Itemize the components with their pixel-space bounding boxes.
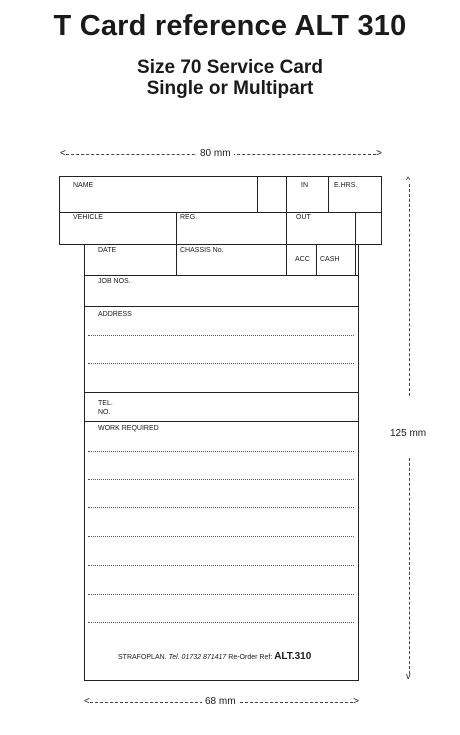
footer-reorder: Re-Order Ref:: [228, 654, 273, 661]
card-header-divider: [59, 212, 382, 213]
name-divider-1: [257, 176, 258, 212]
acc-divider-left: [286, 245, 287, 275]
field-address-label: ADDRESS: [98, 311, 132, 318]
work-line-4: [88, 536, 354, 537]
field-acc-label: ACC: [295, 256, 310, 263]
field-tel-no-label: NO.: [98, 409, 111, 416]
work-line-6: [88, 594, 354, 595]
top-dimension-arrow-left: <: [60, 148, 66, 159]
job-row-divider: [84, 306, 359, 307]
field-in-label: IN: [301, 182, 308, 189]
work-line-3: [88, 507, 354, 508]
work-line-2: [88, 479, 354, 480]
height-dimension-arrow-bottom: v: [406, 671, 411, 681]
work-line-1: [88, 451, 354, 452]
top-dimension: [60, 148, 382, 160]
height-dimension-line-top: [409, 184, 410, 396]
date-row-divider: [84, 275, 359, 276]
address-row-divider: [84, 392, 359, 393]
bottom-dimension-arrow-right: >: [353, 696, 359, 707]
height-dimension-line-bottom: [409, 458, 410, 674]
field-chassis-label: CHASSIS No.: [180, 247, 224, 254]
field-work-required-label: WORK REQUIRED: [98, 425, 159, 432]
work-line-5: [88, 565, 354, 566]
field-name-label: NAME: [73, 182, 94, 189]
address-line-2: [88, 363, 354, 364]
acc-cash-divider: [316, 245, 317, 275]
subtitle-line-1: Size 70 Service Card: [137, 57, 323, 78]
bottom-dimension: [84, 696, 359, 708]
field-tel-label: TEL.: [98, 400, 113, 407]
footer-company: STRAFOPLAN.: [118, 654, 167, 661]
height-dimension-label: 125 mm: [387, 428, 429, 439]
field-vehicle-label: VEHICLE: [73, 214, 103, 221]
footer-tel: Tel. 01732 871417: [168, 654, 227, 661]
in-ehrs-divider: [328, 176, 329, 212]
footer-ref: ALT.310: [274, 651, 312, 662]
address-line-1: [88, 335, 354, 336]
field-out-label: OUT: [296, 214, 311, 221]
subtitle-line-2: Single or Multipart: [146, 78, 314, 99]
field-cash-label: CASH: [320, 256, 340, 263]
bottom-dimension-arrow-left: <: [84, 696, 90, 707]
field-reg-label: REG.: [180, 214, 198, 221]
field-job-nos-label: JOB NOS.: [98, 278, 131, 285]
work-line-7: [88, 622, 354, 623]
name-divider-2: [286, 176, 287, 245]
field-date-label: DATE: [98, 247, 117, 254]
top-dimension-label: 80 mm: [197, 148, 234, 159]
tel-row-divider: [84, 421, 359, 422]
card-footer: [118, 651, 311, 662]
field-ehrs-label: E.HRS.: [334, 182, 358, 189]
page-title: T Card reference ALT 310: [53, 10, 407, 42]
top-dimension-arrow-right: >: [376, 148, 382, 159]
height-dimension-arrow-top: ^: [406, 175, 411, 185]
bottom-dimension-label: 68 mm: [202, 696, 239, 707]
